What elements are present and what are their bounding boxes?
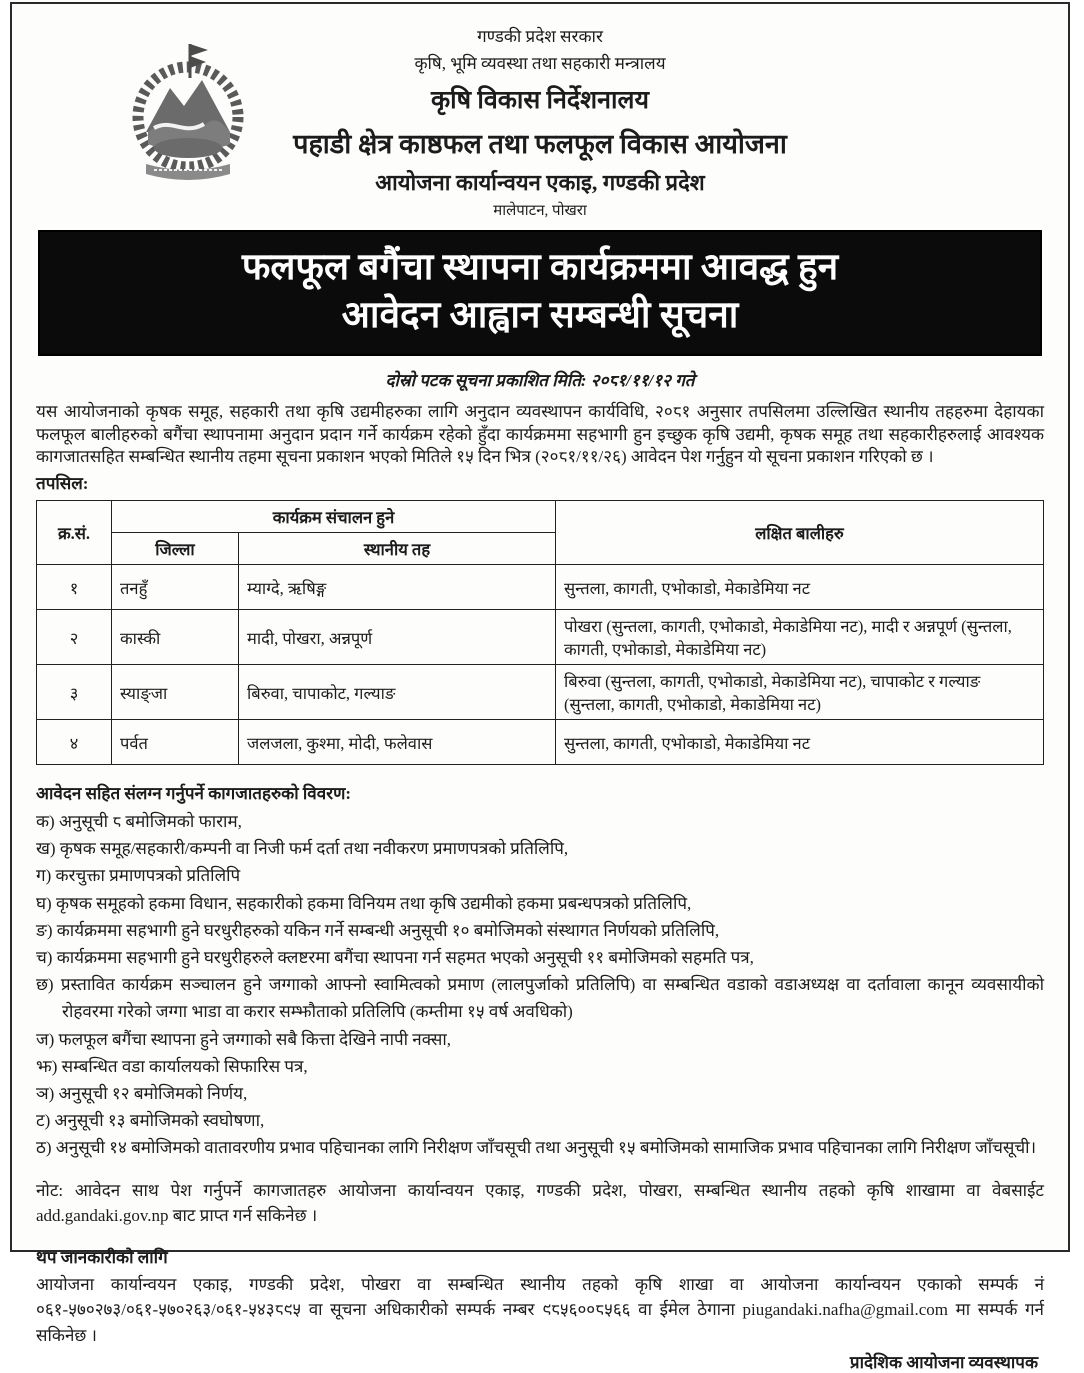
- header-district: जिल्ला: [112, 533, 239, 565]
- cell-district: कास्की: [112, 610, 239, 665]
- header-program-span: कार्यक्रम संचालन हुने: [112, 501, 556, 533]
- document-frame: [10, 2, 1070, 1373]
- document-list-item: झ) सम्बन्धित वडा कार्यालयको सिफारिस पत्र,: [36, 1056, 308, 1076]
- cell-crops: बिरुवा (सुन्तला, कागती, एभोकाडो, मेकाडेमिया नट), चापाकोट र गल्याङ (सुन्तला, कागती, एभोकाडो, मेकाडेमिया नट): [556, 665, 1044, 720]
- document-list-item: ठ) अनुसूची १४ बमोजिमको वातावरणीय प्रभाव पहिचानका लागि निरीक्षण जाँचसूची तथा अनुसूची १५ बमोजिमको सामाजिक प्रभाव पहिचानका लागि निरीक्षण जाँचसूची।: [36, 1138, 1037, 1158]
- cell-sn: २: [37, 610, 112, 665]
- notice-title-line1: फलफूल बगैंचा स्थापना कार्यक्रममा आवद्ध हुन: [241, 247, 839, 288]
- document-list-item: ग) करचुक्ता प्रमाणपत्रको प्रतिलिपि: [36, 866, 241, 886]
- cell-local_levels: बिरुवा, चापाकोट, गल्याङ: [239, 665, 556, 720]
- cell-district: तनहुँ: [112, 565, 239, 610]
- notice-title-line2: आवेदन आह्वान सम्बन्धी सूचना: [341, 295, 739, 337]
- cell-sn: ४: [37, 720, 112, 765]
- documents-list: [36, 808, 1044, 1161]
- table-row: [37, 565, 1044, 610]
- program-table: [36, 500, 1044, 765]
- cell-district: स्याङ्जा: [112, 665, 239, 720]
- cell-crops: सुन्तला, कागती, एभोकाडो, मेकाडेमिया नट: [556, 565, 1044, 610]
- document-list-item: घ) कृषक समूहको हकमा विधान, सहकारीको हकमा विनियम तथा कृषि उद्यमीको हकमा प्रबन्धपत्रको प्रतिलिपि,: [36, 893, 692, 913]
- directorate-name: कृषि विकास निर्देशनालय: [430, 87, 649, 114]
- contact-paragraph: आयोजना कार्यान्वयन एकाइ, गण्डकी प्रदेश, पोखरा वा सम्बन्धित स्थानीय तहको कृषि शाखा वा आयोजना कार्यान्वयन एकाको सम्पर्क नं ०६१-५७०२७३/०६१-५७०२६३/०६१-५४३८९५ वा सूचना अधिकारीको सम्पर्क नम्बर ९८५६००८५६६ वा ईमेल ठेगाना piugandaki.nafha@gmail.com मा सम्पर्क गर्न सकिनेछ ।: [36, 1274, 1044, 1345]
- letterhead: [36, 24, 1044, 220]
- note-paragraph: नोट: आवेदन साथ पेश गर्नुपर्ने कागजातहरु आयोजना कार्यान्वयन एकाइ, गण्डकी प्रदेश, पोखरा, सम्बन्धित स्थानीय तहको कृषि शाखामा वा वेबसाईट add.gandaki.gov.np बाट प्राप्त गर्न सकिनेछ ।: [36, 1181, 1044, 1226]
- cell-district: पर्वत: [112, 720, 239, 765]
- document-list-item: क) अनुसूची ८ बमोजिमको फाराम,: [36, 812, 242, 832]
- header-local-level: स्थानीय तह: [239, 533, 556, 565]
- tapasil-label: तपसिल:: [36, 474, 89, 494]
- office-location: मालेपाटन, पोखरा: [493, 203, 587, 219]
- header-target-crops: लक्षित बालीहरु: [556, 501, 1044, 565]
- notice-title-banner: [38, 230, 1042, 356]
- program-table-body: [37, 565, 1044, 765]
- document-list-item: ञ) अनुसूची १२ बमोजिमको निर्णय,: [36, 1083, 248, 1103]
- header-sn: क्र.सं.: [37, 501, 112, 565]
- published-date-line: दोस्रो पटक सूचना प्रकाशित मिति: २०८१/११/१२ गते: [385, 371, 695, 391]
- cell-crops: सुन्तला, कागती, एभोकाडो, मेकाडेमिया नट: [556, 720, 1044, 765]
- project-name: पहाडी क्षेत्र काष्ठफल तथा फलफूल विकास आयोजना: [293, 129, 787, 159]
- document-list-item: ज) फलफूल बगैंचा स्थापना हुने जग्गाको सबै कित्ता देखिने नापी नक्सा,: [36, 1029, 452, 1049]
- table-row: [37, 720, 1044, 765]
- documents-heading: आवेदन सहित संलग्न गर्नुपर्ने कागजातहरुको विवरण:: [36, 784, 352, 804]
- cell-crops: पोखरा (सुन्तला, कागती, एभोकाडो, मेकाडेमिया नट), मादी र अन्नपूर्ण (सुन्तला, कागती, एभोकाडो, मेकाडेमिया नट): [556, 610, 1044, 665]
- cell-sn: १: [37, 565, 112, 610]
- government-name: गण्डकी प्रदेश सरकार: [477, 27, 603, 46]
- documents-section: [36, 781, 1044, 1161]
- table-row: [37, 610, 1044, 665]
- table-row: [37, 665, 1044, 720]
- implementation-unit: आयोजना कार्यान्वयन एकाइ, गण्डकी प्रदेश: [375, 170, 705, 195]
- intro-paragraph: यस आयोजनाको कृषक समूह, सहकारी तथा कृषि उद्यमीहरुका लागि अनुदान व्यवस्थापन कार्यविधि, २०८१ अनुसार तपसिलमा उल्लिखित स्थानीय तहहरुमा देहायका फलफूल बालीहरुको बगैंचा स्थापनामा अनुदान प्रदान गर्ने कार्यक्रम रहेको हुँदा कार्यक्रममा सहभागी हुन इच्छुक कृषि उद्यमी, कृषक समूह तथा सहकारीहरुलाई आवश्यक कागजातसहित सम्बन्धित स्थानीय तहमा सूचना प्रकाशन भएको मितिले १५ दिन भित्र (२०८१/११/२६) आवेदन पेश गर्नुहुन यो सूचना प्रकाशन गरिएको छ ।: [36, 402, 1044, 467]
- document-list-item: च) कार्यक्रममा सहभागी हुने घरधुरीहरुले क्लष्टरमा बगैंचा स्थापना गर्न सहमत भएको अनुसूची ११ बमोजिमको सहमति पत्र,: [36, 947, 754, 967]
- gandaki-province-emblem-icon: [128, 32, 248, 192]
- more-info-heading: थप जानकारीको लागि: [36, 1247, 168, 1267]
- document-list-item: ख) कृषक समूह/सहकारी/कम्पनी वा निजी फर्म दर्ता तथा नवीकरण प्रमाणपत्रको प्रतिलिपि,: [36, 839, 569, 859]
- cell-sn: ३: [37, 665, 112, 720]
- cell-local_levels: म्याग्दे, ऋषिङ्ग: [239, 565, 556, 610]
- program-table-head: [37, 501, 1044, 565]
- cell-local_levels: मादी, पोखरा, अन्नपूर्ण: [239, 610, 556, 665]
- document-list-item: छ) प्रस्तावित कार्यक्रम सञ्चालन हुने जग्गाको आफ्नो स्वामित्वको प्रमाण (लालपुर्जाको प्रतिलिपि) वा सम्बन्धित वडाको वडाअध्यक्ष वा दर्तावाला कानून व्यवसायीको रोहवरमा गरेको जग्गा भाडा वा करार सम्झौताको प्रतिलिपि (कम्तीमा १५ वर्ष अवधिको): [36, 975, 1044, 1022]
- signature-title: प्रादेशिक आयोजना व्यवस्थापक: [849, 1353, 1038, 1373]
- document-list-item: ट) अनुसूची १३ बमोजिमको स्वघोषणा,: [36, 1111, 265, 1131]
- cell-local_levels: जलजला, कुश्मा, मोदी, फलेवास: [239, 720, 556, 765]
- ministry-name: कृषि, भूमि व्यवस्था तथा सहकारी मन्त्रालय: [414, 54, 666, 73]
- document-list-item: ङ) कार्यक्रममा सहभागी हुने घरधुरीहरुको यकिन गर्ने सम्बन्धी अनुसूची १० बमोजिमको संस्थागत निर्णयको प्रतिलिपि,: [36, 920, 720, 940]
